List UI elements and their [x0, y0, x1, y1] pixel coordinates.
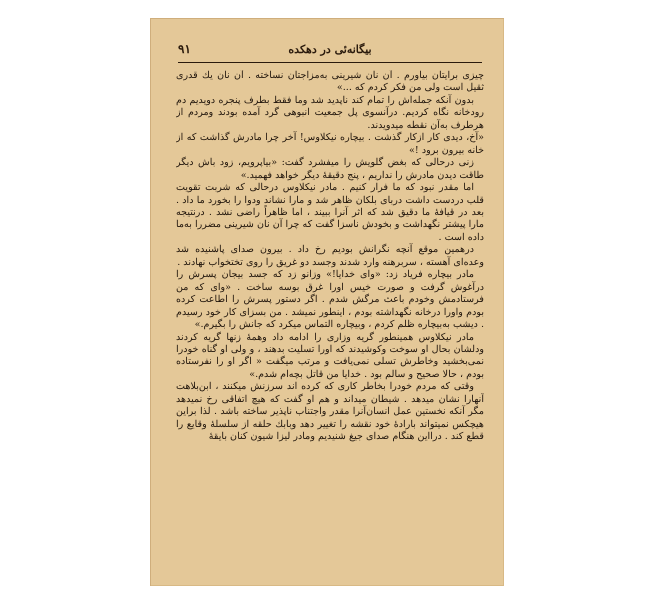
paragraph: اما مقدر نبود که ما فرار کنیم . مادر نیکلاوس درحالی که شربت تقویت قلب دردست داشت دربای بلکان ظاهر شد و مارا نشاند ودوا را بخورد ما داد . بعد در قیافهٔ ما دقیق شد که اثر آنرا ببیند ، اما ظاهراً راضی نشد . درنتیجه مارا پیشتر نگهداشت و بخودش ناسزا گفت که چرا آن نان شیرینی مضررا به‌ما داده است .	[176, 182, 484, 243]
paragraph: زنی درحالی که بغض گلویش را میفشرد گفت: «بیاپرویم، زود باش دیگر طاقت دیدن مادرش را نداریم ، پنج دقیقهٔ دیگر خواهد فهمید.»	[176, 157, 484, 181]
body-text	[176, 70, 484, 574]
paragraph: «آخ، دیدی کار ازکار گذشت . بیچاره نیکلاوس! آخر چرا مادرش گذاشت که از خانه بیرون برود !»	[176, 132, 484, 156]
running-title: بیگانه‌ئی در دهکده	[288, 43, 372, 56]
paragraph: درهمین موقع آنچه نگرانش بودیم رخ داد . بیرون صدای پاشنیده شد وعده‌ای آهسته ، سربرهنه وارد شدند وجسد دو غریق را روی تختخواب نهادند .	[176, 244, 484, 268]
header-rule	[178, 62, 482, 63]
paragraph: بدون آنکه جمله‌اش را تمام کند ناپدید شد وما فقط بطرف پنجره دویدیم دم رودخانه نگاه کردیم. درآنسوی پل جمعیت انبوهی گرد آمده بودند ومردم از هرطرف به‌آن نقطه میدویدند.	[176, 94, 484, 131]
paragraph: چیزی برایتان بیاورم . آن نان شیرینی به‌مزاجتان نساخته . آن نان یك قدری ثقیل است ولی من فکر کردم که ...»	[176, 70, 484, 94]
book-page	[150, 18, 504, 586]
paragraph: وقتی که مردم خودرا بخاطر کاری که کرده اند سرزنش میکنند ، ابن‌بلاهت آنهارا نشان میدهد . شیطان میداند و هم او گفت که هیچ اتفاقی رخ نمیدهد مگر آنکه نخستین عمل انسان‌آنرا مقدر واجتناب ناپذیر ساخته باشد . لذا براین هیچکس نمیتواند بارادهٔ خود نقشه را تغییر دهد وبابك حلقه از سلسلهٔ وقایع را قطع کند . درااین هنگام صدای جیغ شنیدیم ومادر لیزا شیون کنان بایقهٔ	[176, 381, 484, 443]
paragraph: مادر نیکلاوس همینطور گریه وزاری را ادامه داد وهمهٔ زنها گریه کردند ودلشان بحال او سوخت وکوشیدند که اورا تسلیت بدهند ، و ولی او گناه خودرا نمی‌بخشید وخاطرش تسلی نمی‌یافت و مرتب میگفت « اگر او را نفرستاده بودم ، حالا صحیح و سالم بود . خدایا من قاتل بچه‌ام شدم.»	[176, 331, 484, 380]
paragraph: مادر بیچاره فریاد زد: «وای خدایا!» وزانو زد که جسد بیجان پسرش را درآغوش گرفت و صورت خیس اورا غرق بوسه ساخت . «وای که من فرستادمش وخودم باعث مرگش شدم . اگر دستور پسرش را اطاعت کرده بودم واورا درخانه نگهداشته بودم ، اینطور نمیشد . من بسزای کار خود رسیدم . دیشب به‌بیچاره ظلم کردم ، وبیچاره التماس میکرد که جانش را بگیرم.»	[176, 269, 484, 331]
page-header	[178, 42, 482, 58]
page-number: ۹۱	[178, 42, 191, 56]
